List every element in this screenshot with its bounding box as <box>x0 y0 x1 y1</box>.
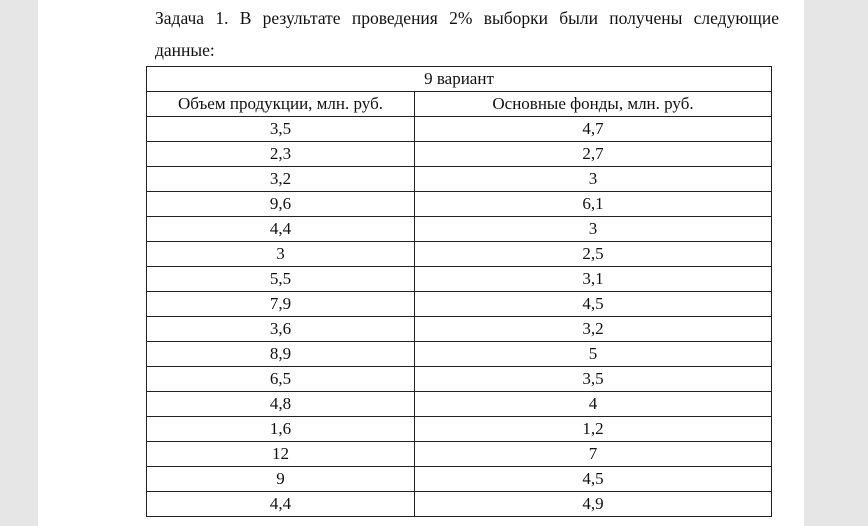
production-volume-cell: 1,6 <box>147 417 415 442</box>
table-row <box>147 267 772 292</box>
table-row <box>147 417 772 442</box>
fixed-assets-cell: 4,5 <box>415 292 772 317</box>
production-volume-cell: 4,4 <box>147 217 415 242</box>
production-volume-cell: 7,9 <box>147 292 415 317</box>
table-row <box>147 217 772 242</box>
task-text-line-2: данные: <box>155 40 215 60</box>
fixed-assets-cell: 4,7 <box>415 117 772 142</box>
header-row <box>147 92 772 117</box>
table-row <box>147 192 772 217</box>
table-row <box>147 442 772 467</box>
table-row <box>147 392 772 417</box>
column-header-fixed-assets: Основные фонды, млн. руб. <box>415 92 772 117</box>
fixed-assets-cell: 5 <box>415 342 772 367</box>
task-text-line-1: Задача 1. В результате проведения 2% выборки были получены следующие <box>155 8 779 28</box>
fixed-assets-cell: 4 <box>415 392 772 417</box>
production-volume-cell: 9 <box>147 467 415 492</box>
fixed-assets-cell: 3,1 <box>415 267 772 292</box>
production-volume-cell: 6,5 <box>147 367 415 392</box>
table-row <box>147 142 772 167</box>
table-row <box>147 342 772 367</box>
production-volume-cell: 5,5 <box>147 267 415 292</box>
fixed-assets-cell: 2,5 <box>415 242 772 267</box>
data-table <box>146 66 772 517</box>
production-volume-cell: 3,5 <box>147 117 415 142</box>
fixed-assets-cell: 3 <box>415 167 772 192</box>
table-row <box>147 367 772 392</box>
fixed-assets-cell: 3,2 <box>415 317 772 342</box>
production-volume-cell: 3,6 <box>147 317 415 342</box>
fixed-assets-cell: 1,2 <box>415 417 772 442</box>
table-row <box>147 292 772 317</box>
fixed-assets-cell: 2,7 <box>415 142 772 167</box>
production-volume-cell: 8,9 <box>147 342 415 367</box>
production-volume-cell: 4,4 <box>147 492 415 517</box>
column-header-production-volume: Объем продукции, млн. руб. <box>147 92 415 117</box>
production-volume-cell: 3 <box>147 242 415 267</box>
table-row <box>147 492 772 517</box>
table-row <box>147 467 772 492</box>
production-volume-cell: 12 <box>147 442 415 467</box>
production-volume-cell: 3,2 <box>147 167 415 192</box>
production-volume-cell: 2,3 <box>147 142 415 167</box>
variant-title: 9 вариант <box>147 67 772 92</box>
variant-row <box>147 67 772 92</box>
table-row <box>147 242 772 267</box>
fixed-assets-cell: 6,1 <box>415 192 772 217</box>
task-text <box>155 2 779 66</box>
fixed-assets-cell: 7 <box>415 442 772 467</box>
production-volume-cell: 9,6 <box>147 192 415 217</box>
fixed-assets-cell: 3,5 <box>415 367 772 392</box>
table-row <box>147 167 772 192</box>
fixed-assets-cell: 4,9 <box>415 492 772 517</box>
table-row <box>147 117 772 142</box>
fixed-assets-cell: 4,5 <box>415 467 772 492</box>
fixed-assets-cell: 3 <box>415 217 772 242</box>
production-volume-cell: 4,8 <box>147 392 415 417</box>
table-row <box>147 317 772 342</box>
